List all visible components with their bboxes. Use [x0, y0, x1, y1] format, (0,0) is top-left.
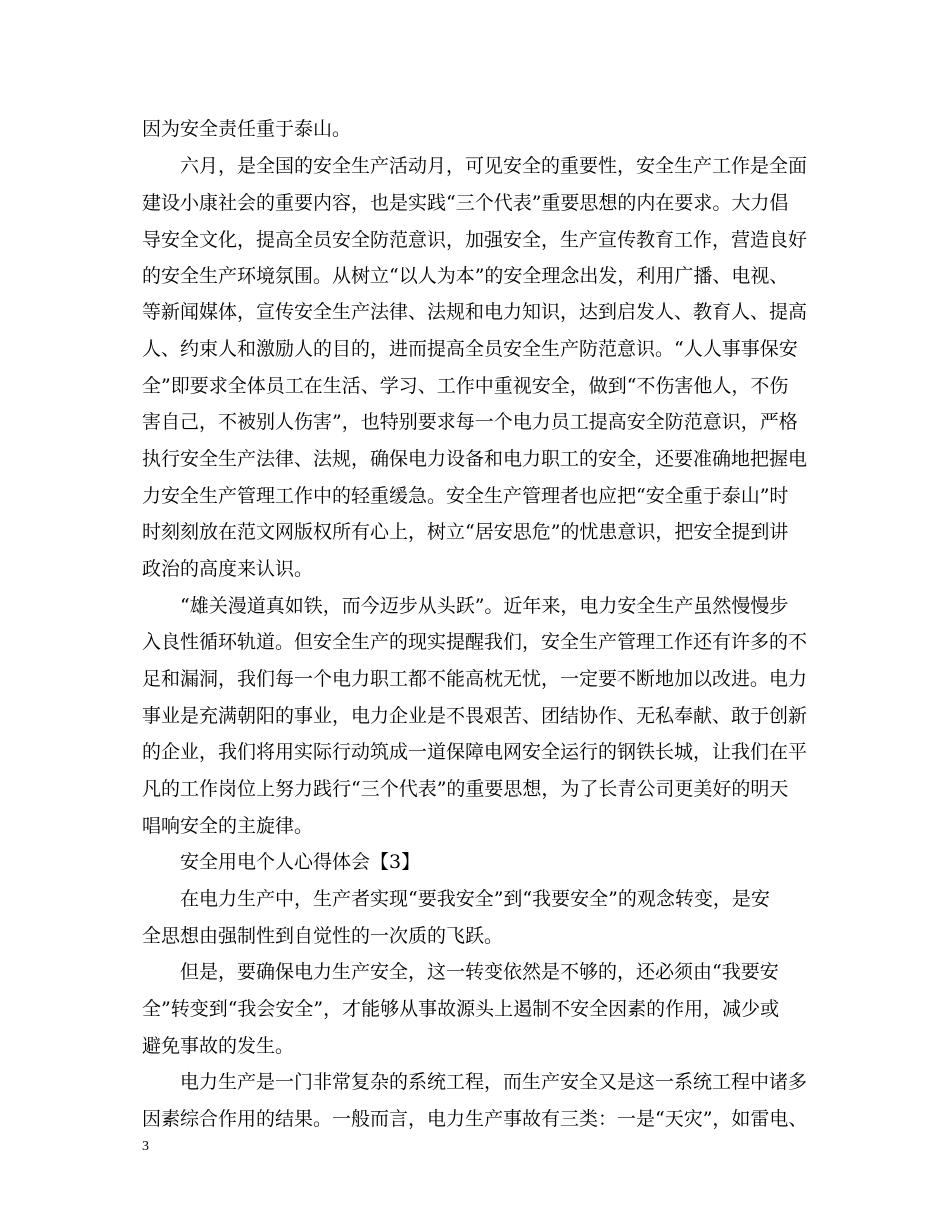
- paragraph-start: 在电力生产中，生产者实现“要我安全”到“我要安全”的观念转变，是安: [180, 888, 770, 910]
- text-line: 害自己，不被别人伤害”，也特别要求每一个电力员工提高安全防范意识，严格: [142, 411, 798, 433]
- text-line: 执行安全生产法律、法规，确保电力设备和电力职工的安全，还要准确地把握电: [142, 448, 808, 470]
- text-line: 避免事故的发生。: [142, 1035, 295, 1057]
- text-line: 全”即要求全体员工在生活、学习、工作中重视安全，做到“不伤害他人，不伤: [142, 375, 789, 397]
- text-line: 因为安全责任重于泰山。: [142, 118, 352, 140]
- text-line: 入良性循环轨道。但安全生产的现实提醒我们，安全生产管理工作还有许多的不: [142, 631, 808, 653]
- text-line: 因素综合作用的结果。一般而言，电力生产事故有三类：一是“天灾”，如雷电、: [142, 1108, 808, 1130]
- section-heading: 安全用电个人心得体会【3】: [180, 851, 421, 873]
- paragraph-start: 电力生产是一门非常复杂的系统工程，而生产安全又是这一系统工程中诸多: [180, 1071, 808, 1093]
- page-number: 3: [142, 1139, 149, 1154]
- text-line: 建设小康社会的重要内容，也是实践“三个代表”重要思想的内在要求。大力倡: [142, 192, 789, 214]
- text-line: 时刻刻放在范文网版权所有心上，树立“居安思危”的忧患意识，把安全提到讲: [142, 521, 789, 543]
- text-line: 等新闻媒体，宣传安全生产法律、法规和电力知识，达到启发人、教育人、提高: [142, 301, 808, 323]
- text-line: 凡的工作岗位上努力践行“三个代表”的重要思想，为了长青公司更美好的明天: [142, 778, 789, 800]
- text-line: 足和漏洞，我们每一个电力职工都不能高枕无忧，一定要不断地加以改进。电力: [142, 668, 808, 690]
- text-line: 人、约束人和激励人的目的，进而提高全员安全生产防范意识。“人人事事保安: [142, 338, 798, 360]
- text-line: 唱响安全的主旋律。: [142, 815, 314, 837]
- text-line: 全思想由强制性到自觉性的一次质的飞跃。: [142, 925, 504, 947]
- text-line: 的企业，我们将用实际行动筑成一道保障电网安全运行的钢铁长城，让我们在平: [142, 741, 808, 763]
- text-line: 全”转变到“我会安全”，才能够从事故源头上遏制不安全因素的作用，减少或: [142, 998, 780, 1020]
- text-line: 力安全生产管理工作中的轻重缓急。安全生产管理者也应把“安全重于泰山”时: [142, 485, 789, 507]
- text-line: 导安全文化，提高全员安全防范意识，加强安全，生产宣传教育工作，营造良好: [142, 229, 808, 251]
- paragraph-start: 但是，要确保电力生产安全，这一转变依然是不够的，还必须由“我要安: [180, 961, 779, 983]
- text-line: 政治的高度来认识。: [142, 558, 314, 580]
- text-line: 的安全生产环境氛围。从树立“以人为本”的安全理念出发，利用广播、电视、: [142, 265, 789, 287]
- paragraph-start: “雄关漫道真如铁，而今迈步从头跃”。近年来，电力安全生产虽然慢慢步: [180, 595, 789, 617]
- text-line: 事业是充满朝阳的事业，电力企业是不畏艰苦、团结协作、无私奉献、敢于创新: [142, 705, 808, 727]
- paragraph-start: 六月，是全国的安全生产活动月，可见安全的重要性，安全生产工作是全面: [180, 155, 808, 177]
